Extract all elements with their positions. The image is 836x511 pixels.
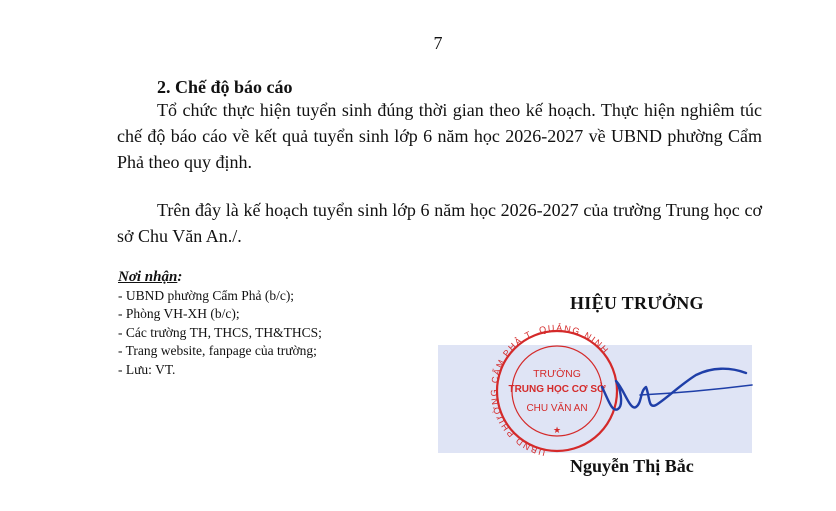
closing-paragraph: Trên đây là kế hoạch tuyển sinh lớp 6 năm học 2026-2027 của trường Trung học cơ sở Chu Văn An./. — [117, 200, 762, 246]
section-heading: 2. Chế độ báo cáo — [157, 77, 293, 97]
recipients-block — [118, 268, 322, 379]
signature-title: HIỆU TRƯỞNG — [570, 293, 704, 313]
recipients-title: Nơi nhận: — [118, 269, 183, 285]
stamp-ring-text: UBND PHƯỜNG CẨM PHẢ T. QUẢNG NINH — [488, 322, 612, 458]
recipient-item: - Trang website, fanpage của trường; — [118, 343, 317, 358]
report-paragraph: Tổ chức thực hiện tuyển sinh đúng thời gian theo kế hoạch. Thực hiện nghiêm túc chế độ báo cáo về kết quả tuyển sinh lớp 6 năm học 2026-2027 về UBND phường Cẩm Phả theo quy định. — [117, 100, 762, 172]
page-number: 7 — [433, 33, 443, 53]
signer-name: Nguyễn Thị Bắc — [570, 456, 694, 476]
stamp-center-line: TRƯỜNG — [533, 368, 581, 380]
stamp-center-line: TRUNG HỌC CƠ SỞ — [508, 384, 606, 395]
recipient-item: - Phòng VH-XH (b/c); — [118, 306, 240, 321]
stamp-star-icon: ★ — [552, 426, 562, 436]
recipient-item: - Các trường TH, THCS, TH&THCS; — [118, 324, 322, 340]
official-stamp — [488, 322, 780, 475]
signature-scrawl — [602, 369, 746, 410]
recipient-item: - Lưu: VT. — [118, 361, 176, 377]
recipient-item: - UBND phường Cẩm Phả (b/c); — [118, 287, 295, 303]
recipients-list — [118, 287, 322, 380]
stamp-center-line: CHU VĂN AN — [526, 403, 588, 414]
